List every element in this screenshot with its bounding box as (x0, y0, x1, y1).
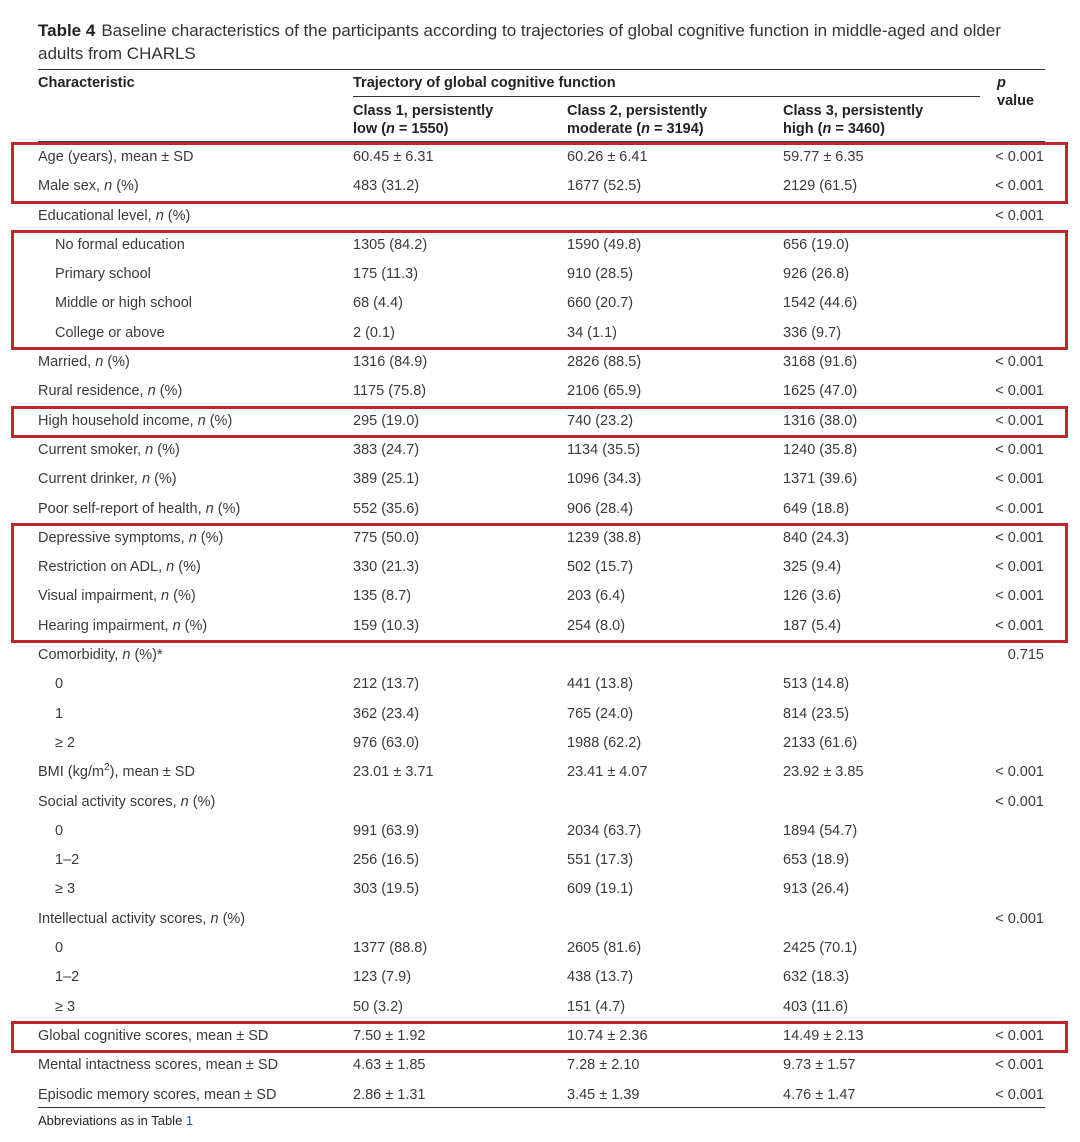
table-body (0, 143, 1080, 1110)
cell-p-value: < 0.001 (995, 383, 1044, 400)
table-row (0, 788, 1080, 817)
cell-p-value: < 0.001 (995, 588, 1044, 605)
cell-p-value: < 0.001 (995, 471, 1044, 488)
cell-class-1: 7.50 ± 1.92 (353, 1027, 426, 1044)
cell-class-2: 10.74 ± 2.36 (567, 1027, 648, 1044)
cell-class-1: 383 (24.7) (353, 441, 420, 458)
cell-p-value: < 0.001 (995, 412, 1044, 429)
cell-p-value: < 0.001 (995, 178, 1044, 195)
cell-class-1: 2.86 ± 1.31 (353, 1086, 426, 1103)
row-label: Age (years), mean ± SD (38, 149, 194, 165)
cell-class-2: 7.28 ± 2.10 (567, 1057, 640, 1074)
caption-text: Baseline characteristics of the participants according to trajectories of global cognitive function in middle-aged and older adults from CHARLS (38, 21, 1001, 63)
header-class-2-line2: moderate (n = 3194) (567, 121, 704, 137)
header-class-3-line2: high (n = 3460) (783, 121, 885, 137)
table-row (0, 905, 1080, 934)
cell-p-value: < 0.001 (995, 207, 1044, 224)
row-label: 1–2 (55, 852, 80, 869)
cell-class-3: 9.73 ± 1.57 (783, 1057, 856, 1074)
cell-class-3: 59.77 ± 6.35 (783, 149, 864, 165)
cell-class-2: 502 (15.7) (567, 559, 634, 576)
table-row (0, 260, 1080, 289)
table-label: Table 4 (38, 21, 96, 40)
row-label: Restriction on ADL, n (%) (38, 559, 201, 576)
row-label: Current smoker, n (%) (38, 441, 180, 458)
row-label: Mental intactness scores, mean ± SD (38, 1057, 279, 1074)
table-row (0, 407, 1080, 436)
cell-class-3: 3168 (91.6) (783, 354, 858, 371)
table-row (0, 612, 1080, 641)
cell-class-2: 1096 (34.3) (567, 471, 642, 488)
header-characteristic: Characteristic (38, 75, 135, 91)
table-row (0, 846, 1080, 875)
header-class-3 (783, 102, 923, 138)
table-row (0, 348, 1080, 377)
cell-class-2: 660 (20.7) (567, 295, 634, 312)
cell-p-value: < 0.001 (995, 149, 1044, 165)
header-class-1-line2: low (n = 1550) (353, 121, 449, 137)
table-row (0, 758, 1080, 787)
cell-class-3: 325 (9.4) (783, 559, 842, 576)
table-row (0, 231, 1080, 260)
row-label: Married, n (%) (38, 354, 130, 371)
cell-class-2: 441 (13.8) (567, 676, 634, 693)
row-label: Middle or high school (55, 295, 193, 312)
cell-class-1: 2 (0.1) (353, 324, 395, 341)
cell-class-1: 295 (19.0) (353, 412, 420, 429)
cell-p-value: < 0.001 (995, 910, 1044, 927)
table-row (0, 289, 1080, 318)
row-label: Primary school (55, 266, 151, 283)
table-row (0, 436, 1080, 465)
cell-class-3: 653 (18.9) (783, 852, 850, 869)
cell-class-1: 135 (8.7) (353, 588, 412, 605)
cell-class-2: 438 (13.7) (567, 969, 634, 986)
cell-class-3: 840 (24.3) (783, 529, 850, 546)
header-p-word: value (997, 93, 1035, 109)
row-label: ≥ 3 (55, 998, 76, 1015)
cell-class-1: 123 (7.9) (353, 969, 412, 986)
row-label: ≥ 2 (55, 734, 76, 751)
trajectory-rule (353, 96, 980, 97)
row-label: Episodic memory scores, mean ± SD (38, 1086, 277, 1103)
header-p-value (997, 74, 1034, 110)
table-row (0, 729, 1080, 758)
cell-class-3: 14.49 ± 2.13 (783, 1027, 864, 1044)
table-row (0, 641, 1080, 670)
cell-class-3: 187 (5.4) (783, 617, 842, 634)
cell-class-3: 126 (3.6) (783, 588, 842, 605)
cell-class-2: 23.41 ± 4.07 (567, 764, 648, 781)
cell-class-1: 483 (31.2) (353, 178, 420, 195)
header-trajectory: Trajectory of global cognitive function (353, 75, 616, 91)
cell-p-value: < 0.001 (995, 529, 1044, 546)
cell-class-2: 765 (24.0) (567, 705, 634, 722)
cell-p-value: < 0.001 (995, 559, 1044, 576)
table-caption (38, 19, 1048, 65)
header-rule (38, 141, 1045, 142)
row-label: Intellectual activity scores, n (%) (38, 910, 246, 927)
cell-class-3: 4.76 ± 1.47 (783, 1086, 856, 1103)
row-label: 0 (55, 940, 64, 957)
table-row (0, 1051, 1080, 1080)
cell-class-1: 1305 (84.2) (353, 236, 428, 253)
cell-class-3: 1316 (38.0) (783, 412, 858, 429)
cell-class-2: 1677 (52.5) (567, 178, 642, 195)
row-label: College or above (55, 324, 165, 341)
cell-class-3: 2425 (70.1) (783, 940, 858, 957)
table-row (0, 172, 1080, 201)
cell-p-value: < 0.001 (995, 1027, 1044, 1044)
row-label: ≥ 3 (55, 881, 76, 898)
cell-p-value: < 0.001 (995, 1057, 1044, 1074)
cell-class-2: 203 (6.4) (567, 588, 626, 605)
cell-class-3: 23.92 ± 3.85 (783, 764, 864, 781)
row-label: 0 (55, 822, 64, 839)
top-rule (38, 69, 1045, 70)
row-label: 0 (55, 676, 64, 693)
cell-class-3: 926 (26.8) (783, 266, 850, 283)
row-label: Global cognitive scores, mean ± SD (38, 1027, 269, 1044)
cell-p-value: < 0.001 (995, 793, 1044, 810)
cell-class-1: 552 (35.6) (353, 500, 420, 517)
table-row (0, 1022, 1080, 1051)
cell-class-2: 1988 (62.2) (567, 734, 642, 751)
cell-class-3: 2129 (61.5) (783, 178, 858, 195)
header-p-symbol: p (997, 75, 1006, 91)
cell-class-1: 1316 (84.9) (353, 354, 428, 371)
table-row (0, 700, 1080, 729)
cell-class-2: 609 (19.1) (567, 881, 634, 898)
cell-class-2: 1239 (38.8) (567, 529, 642, 546)
cell-class-2: 151 (4.7) (567, 998, 626, 1015)
table-row (0, 934, 1080, 963)
row-label: Rural residence, n (%) (38, 383, 183, 400)
cell-p-value: < 0.001 (995, 1086, 1044, 1103)
table-row (0, 582, 1080, 611)
bottom-rule (38, 1107, 1045, 1108)
header-class-1-line1: Class 1, persistently (353, 103, 494, 119)
row-label: Educational level, n (%) (38, 207, 191, 224)
table-row (0, 524, 1080, 553)
cell-class-1: 1175 (75.8) (353, 383, 427, 400)
cell-class-3: 649 (18.8) (783, 500, 850, 517)
row-label: Male sex, n (%) (38, 178, 139, 195)
header-class-2 (567, 102, 707, 138)
cell-p-value: 0.715 (1007, 647, 1044, 664)
cell-class-2: 551 (17.3) (567, 852, 634, 869)
cell-p-value: < 0.001 (995, 441, 1044, 458)
cell-class-1: 68 (4.4) (353, 295, 403, 312)
cell-class-2: 2605 (81.6) (567, 940, 642, 957)
cell-p-value: < 0.001 (995, 764, 1044, 781)
cell-class-3: 632 (18.3) (783, 969, 850, 986)
row-label: Depressive symptoms, n (%) (38, 529, 224, 546)
row-label: Social activity scores, n (%) (38, 793, 216, 810)
cell-class-1: 775 (50.0) (353, 529, 420, 546)
cell-class-1: 362 (23.4) (353, 705, 420, 722)
cell-class-2: 910 (28.5) (567, 266, 634, 283)
cell-class-1: 159 (10.3) (353, 617, 420, 634)
table-row (0, 377, 1080, 406)
row-label: Hearing impairment, n (%) (38, 617, 208, 634)
cell-class-3: 1371 (39.6) (783, 471, 858, 488)
table-row (0, 993, 1080, 1022)
row-label: 1 (55, 705, 64, 722)
cell-class-3: 2133 (61.6) (783, 734, 858, 751)
cell-class-2: 1134 (35.5) (567, 441, 641, 458)
cell-class-1: 23.01 ± 3.71 (353, 764, 434, 781)
cell-class-2: 254 (8.0) (567, 617, 626, 634)
cell-class-3: 1625 (47.0) (783, 383, 858, 400)
cell-class-1: 976 (63.0) (353, 734, 420, 751)
footnote-table-link[interactable]: 1 (185, 1113, 194, 1128)
header-class-3-line1: Class 3, persistently (783, 103, 924, 119)
cell-class-3: 656 (19.0) (783, 236, 850, 253)
cell-class-1: 991 (63.9) (353, 822, 420, 839)
cell-class-2: 906 (28.4) (567, 500, 634, 517)
cell-class-1: 212 (13.7) (353, 676, 420, 693)
cell-class-2: 2826 (88.5) (567, 354, 642, 371)
row-label: Comorbidity, n (%)* (38, 647, 163, 664)
table-row (0, 875, 1080, 904)
cell-class-2: 740 (23.2) (567, 412, 634, 429)
header-class-1 (353, 102, 493, 138)
row-label: BMI $(kg/m^2)$, mean ± SD (38, 762, 195, 781)
cell-class-3: 403 (11.6) (783, 998, 849, 1015)
cell-class-3: 1240 (35.8) (783, 441, 858, 458)
cell-p-value: < 0.001 (995, 500, 1044, 517)
row-label: High household income, n (%) (38, 412, 233, 429)
footnote (38, 1113, 193, 1128)
row-label: Poor self-report of health, n (%) (38, 500, 241, 517)
cell-class-2: 34 (1.1) (567, 324, 617, 341)
cell-class-1: 330 (21.3) (353, 559, 420, 576)
cell-class-1: 4.63 ± 1.85 (353, 1057, 426, 1074)
cell-class-1: 389 (25.1) (353, 471, 420, 488)
table-row (0, 465, 1080, 494)
header-class-2-line1: Class 2, persistently (567, 103, 708, 119)
row-label: Current drinker, n (%) (38, 471, 177, 488)
cell-class-3: 1894 (54.7) (783, 822, 858, 839)
cell-class-1: 175 (11.3) (353, 266, 419, 283)
cell-p-value: < 0.001 (995, 617, 1044, 634)
cell-class-1: 60.45 ± 6.31 (353, 149, 434, 165)
table-row (0, 202, 1080, 231)
cell-class-2: 2106 (65.9) (567, 383, 642, 400)
cell-class-1: 303 (19.5) (353, 881, 420, 898)
table-row (0, 817, 1080, 846)
footnote-text: Abbreviations as in Table (38, 1113, 186, 1128)
table-row (0, 319, 1080, 348)
cell-class-1: 1377 (88.8) (353, 940, 428, 957)
cell-class-3: 513 (14.8) (783, 676, 850, 693)
table-row (0, 553, 1080, 582)
cell-class-2: 1590 (49.8) (567, 236, 642, 253)
table-row (0, 495, 1080, 524)
cell-class-2: 3.45 ± 1.39 (567, 1086, 640, 1103)
table-row (0, 963, 1080, 992)
cell-class-3: 1542 (44.6) (783, 295, 858, 312)
cell-class-3: 336 (9.7) (783, 324, 842, 341)
cell-class-2: 60.26 ± 6.41 (567, 149, 648, 165)
row-label: 1–2 (55, 969, 80, 986)
cell-p-value: < 0.001 (995, 354, 1044, 371)
table-row (0, 1081, 1080, 1110)
table-row (0, 143, 1080, 172)
table-row (0, 670, 1080, 699)
row-label: No formal education (55, 236, 185, 253)
cell-class-2: 2034 (63.7) (567, 822, 642, 839)
cell-class-1: 256 (16.5) (353, 852, 420, 869)
cell-class-3: 913 (26.4) (783, 881, 850, 898)
cell-class-1: 50 (3.2) (353, 998, 403, 1015)
row-label: Visual impairment, n (%) (38, 588, 196, 605)
cell-class-3: 814 (23.5) (783, 705, 850, 722)
